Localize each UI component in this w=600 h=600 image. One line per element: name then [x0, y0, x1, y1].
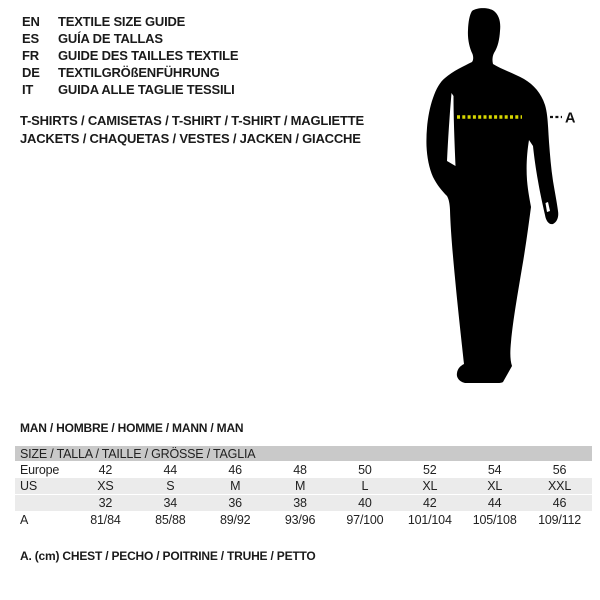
- cell: 109/112: [538, 512, 581, 527]
- language-code: FR: [22, 48, 39, 63]
- cell: 48: [293, 463, 307, 477]
- language-row-es: [22, 30, 238, 47]
- man-silhouette-svg: [410, 0, 600, 400]
- language-list: [22, 13, 238, 98]
- language-row-de: [22, 64, 238, 81]
- language-row-it: [22, 81, 238, 98]
- language-code: EN: [22, 14, 40, 29]
- cell: 34: [138, 495, 203, 512]
- cell: 40: [333, 495, 398, 512]
- cell: 46: [527, 495, 592, 512]
- table-row-us: [15, 478, 592, 495]
- row-label: A: [20, 512, 29, 527]
- cell: S: [138, 478, 203, 495]
- cell: 44: [462, 495, 527, 512]
- cell: 89/92: [220, 512, 251, 527]
- language-label: GUIDA ALLE TAGLIE TESSILI: [58, 82, 235, 97]
- table-row-numeric: [15, 495, 592, 512]
- measurement-footnote: A. (cm) CHEST / PECHO / POITRINE / TRUHE / PETTO: [20, 549, 316, 563]
- category-jackets: JACKETS / CHAQUETAS / VESTES / JACKEN / GIACCHE: [20, 130, 361, 146]
- cell: XS: [73, 478, 138, 495]
- language-code: IT: [22, 82, 34, 97]
- cell: 56: [552, 463, 567, 477]
- cell: L: [333, 478, 398, 495]
- row-label: US: [15, 478, 73, 495]
- language-row-fr: [22, 47, 238, 64]
- cell: M: [203, 478, 268, 495]
- language-row-en: [22, 13, 238, 30]
- cell: 101/104: [407, 512, 452, 527]
- cell: 81/84: [90, 512, 121, 527]
- cell: 50: [358, 463, 372, 477]
- table-row-europe: [15, 462, 592, 479]
- cell: 42: [98, 463, 113, 477]
- cell: XXL: [527, 478, 592, 495]
- cell: 42: [397, 495, 462, 512]
- cell: XL: [462, 478, 527, 495]
- cell: 54: [487, 463, 502, 477]
- category-tshirts: T-SHIRTS / CAMISETAS / T-SHIRT / T-SHIRT / MAGLIETTE: [20, 113, 364, 128]
- language-label: TEXTILE SIZE GUIDE: [58, 14, 186, 29]
- size-table-header-row: [15, 446, 592, 462]
- row-label: Europe: [20, 463, 60, 477]
- language-label: TEXTILGRÖßENFÜHRUNG: [58, 65, 220, 80]
- table-row-chest-a: [15, 511, 592, 528]
- cell: 85/88: [155, 512, 186, 527]
- cell: 36: [203, 495, 268, 512]
- measurement-a-label: A: [565, 110, 576, 127]
- man-figure: [410, 0, 600, 400]
- man-silhouette: [426, 8, 558, 383]
- cell: 105/108: [472, 512, 517, 527]
- cell: 97/100: [346, 512, 384, 527]
- language-label: GUÍA DE TALLAS: [58, 31, 163, 46]
- cell: XL: [397, 478, 462, 495]
- cell: 93/96: [284, 512, 316, 527]
- language-code: DE: [22, 65, 40, 80]
- cell: 46: [228, 463, 242, 477]
- cell: 52: [423, 463, 437, 477]
- language-label: GUIDE DES TAILLES TEXTILE: [58, 48, 239, 63]
- cell: M: [268, 478, 333, 495]
- size-table: [15, 446, 592, 528]
- row-label: [15, 495, 73, 512]
- cell: 32: [73, 495, 138, 512]
- language-code: ES: [22, 31, 39, 46]
- size-table-header: SIZE / TALLA / TAILLE / GRÖSSE / TAGLIA: [15, 446, 592, 462]
- garment-categories: [20, 112, 364, 147]
- section-title-man: MAN / HOMBRE / HOMME / MANN / MAN: [20, 421, 244, 435]
- cell: 44: [163, 463, 178, 477]
- cell: 38: [268, 495, 333, 512]
